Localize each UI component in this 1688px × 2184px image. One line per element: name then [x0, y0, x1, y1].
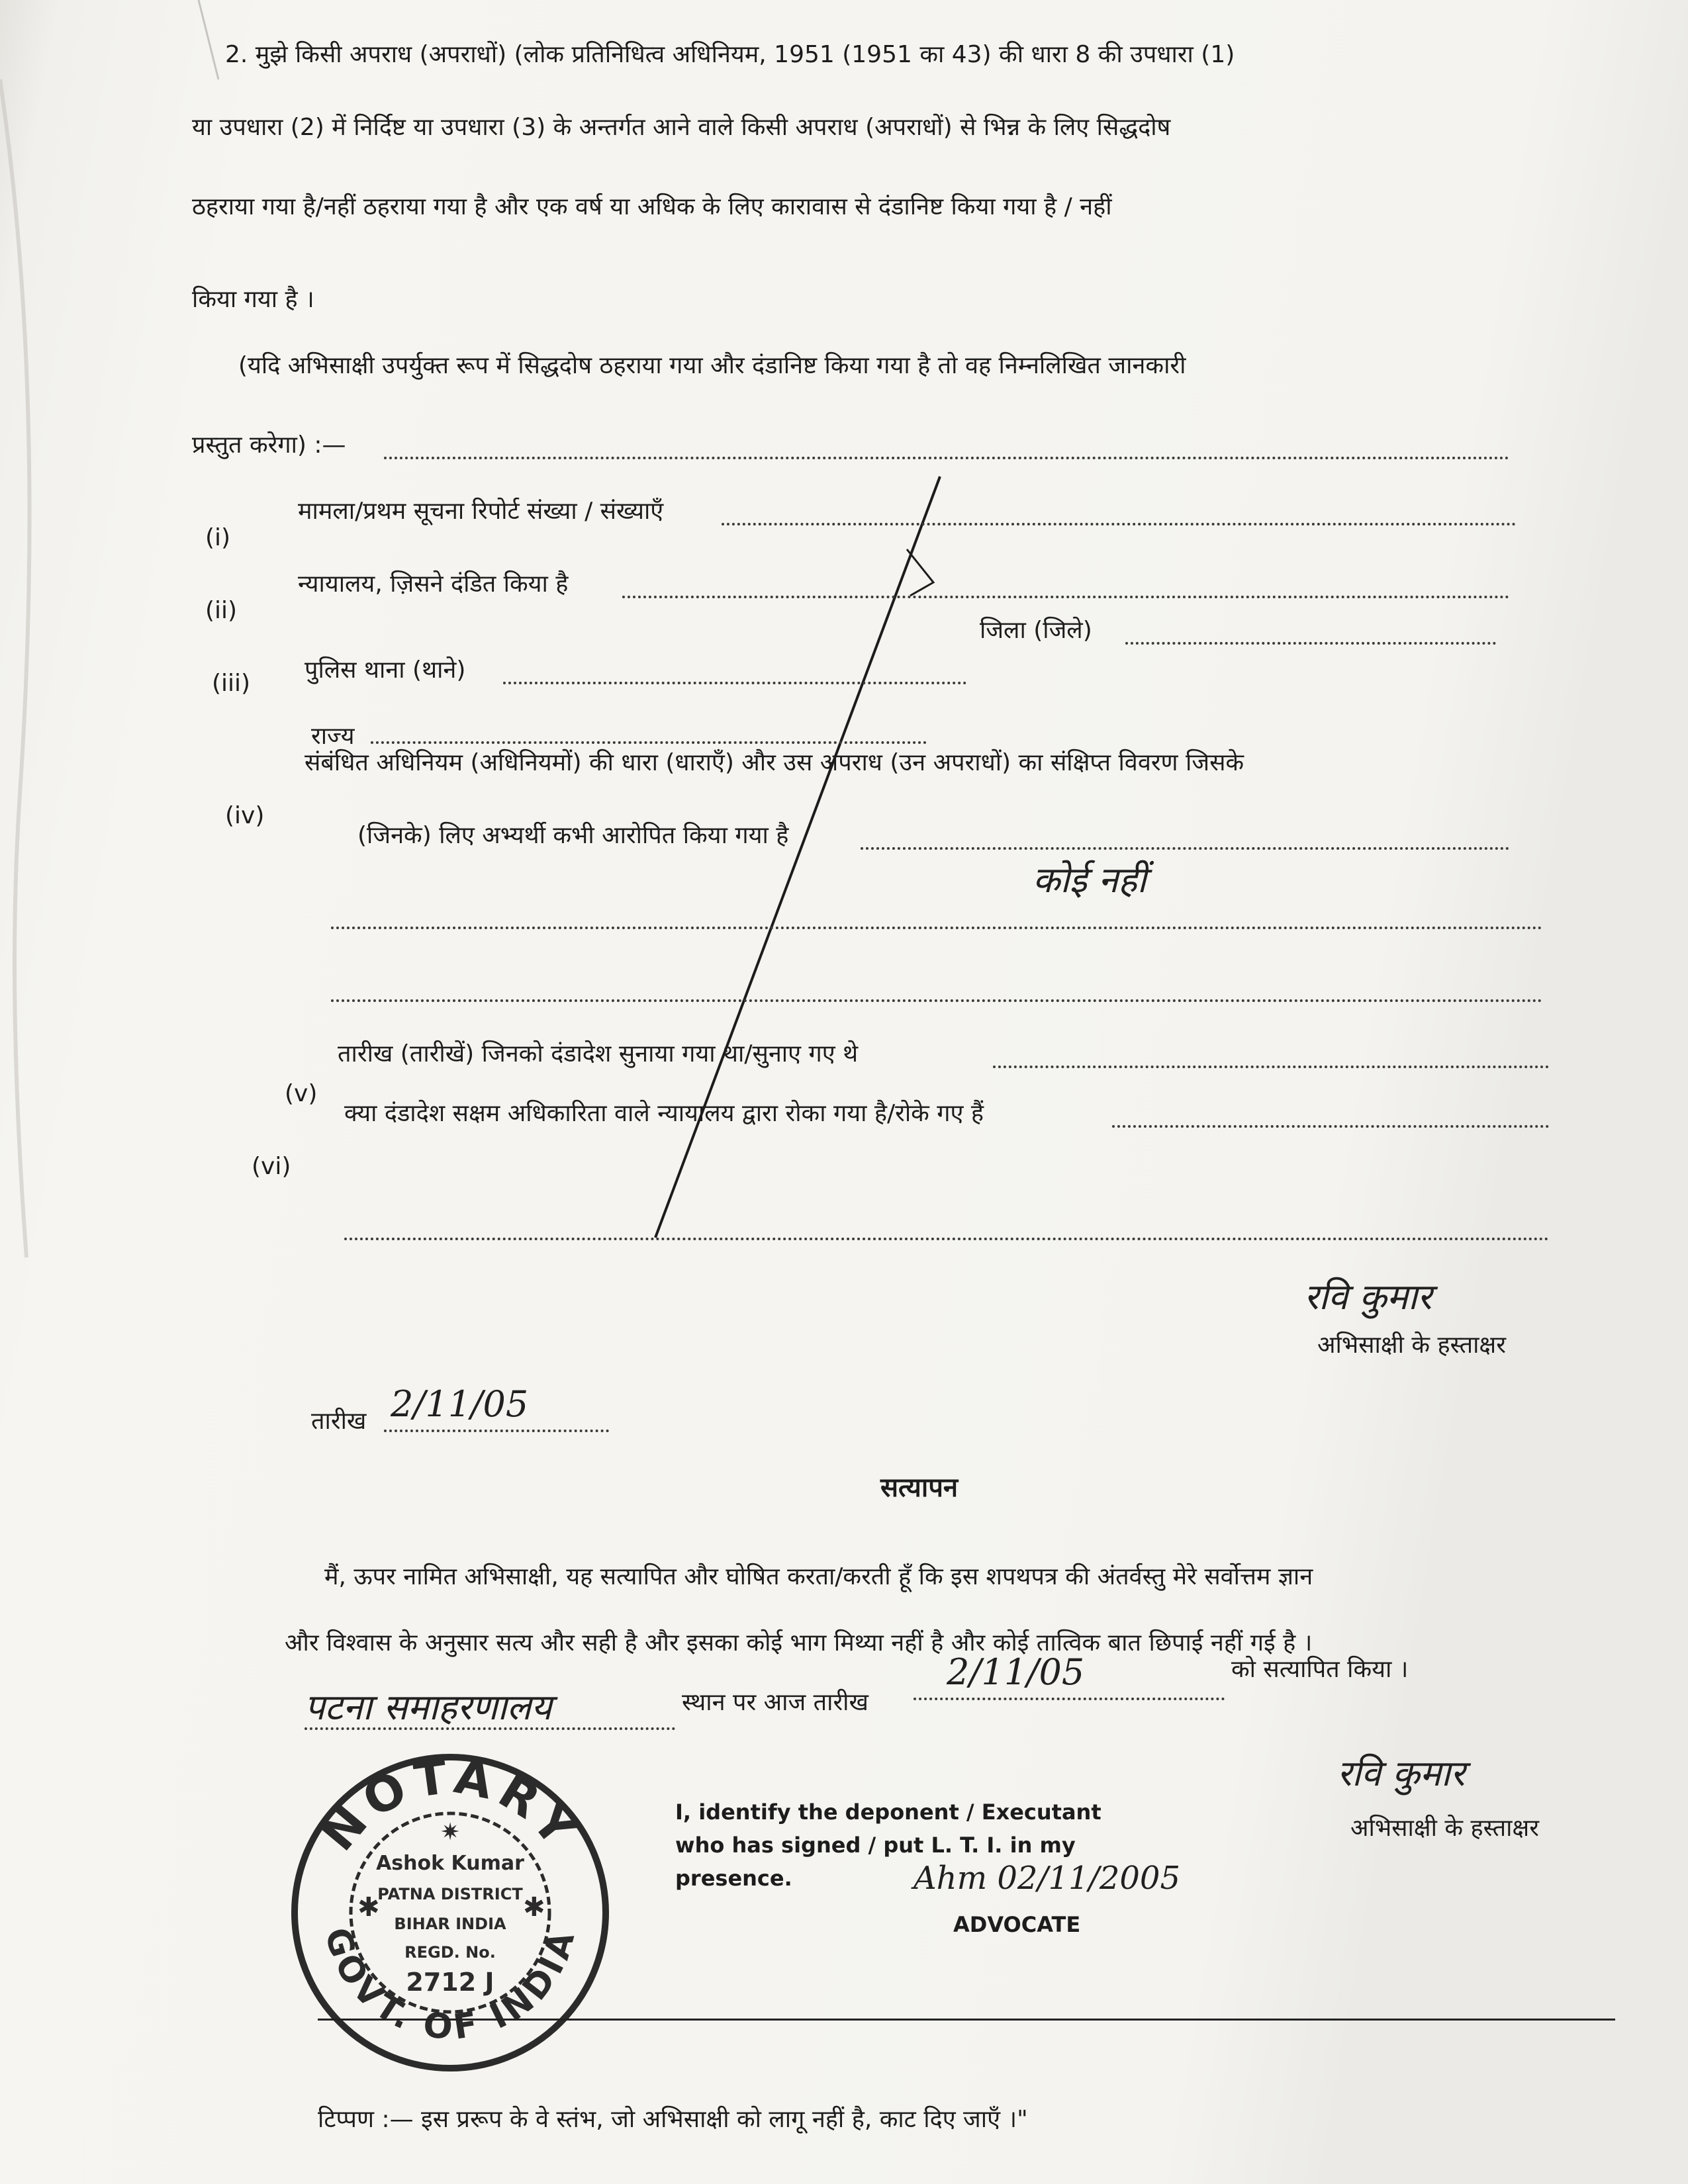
item-ii-number: (ii): [205, 597, 238, 624]
item-iii-fill: [503, 682, 966, 684]
state-label: राज्य: [311, 723, 355, 750]
handwritten-place: पटना समाहरणालय: [305, 1686, 552, 1728]
item-i-number: (i): [205, 524, 231, 551]
flower-icon: ✱: [357, 1892, 380, 1923]
stamp-state: BIHAR INDIA: [394, 1915, 506, 1933]
deponent-signature-1: रवि कुमार: [1304, 1276, 1432, 1318]
footer-rule: [318, 2019, 1615, 2021]
stamp-top-text: NOTARY: [310, 1748, 591, 1862]
footer-note: टिप्पण :— इस प्ररूप के वे स्तंभ, जो अभिसाक्षी को लागू नहीं है, काट दिए जाएँ ।": [318, 2106, 1028, 2133]
verified-suffix: को सत्यापित किया ।: [1231, 1656, 1409, 1683]
stamp-district: PATNA DISTRICT: [377, 1885, 523, 1903]
handwritten-date-1: 2/11/05: [391, 1383, 529, 1425]
para2-line5: (यदि अभिसाक्षी उपर्युक्त रूप में सिद्धदोष ठहराया गया और दंडानिष्ट किया गया है तो वह निम्नलिखित जानकारी: [238, 352, 1186, 379]
item-i-fill: [722, 523, 1516, 525]
item-vi-fill: [1112, 1125, 1549, 1128]
item-iv-number: (iv): [225, 802, 265, 829]
stamp-name: Ashok Kumar: [376, 1852, 524, 1875]
item-ii-label: न्यायालय, ज़िसने दंडित किया है: [298, 570, 569, 598]
item-v-number: (v): [285, 1080, 318, 1107]
para2-line1: 2. मुझे किसी अपराध (अपराधों) (लोक प्रतिनिधित्व अधिनियम, 1951 (1951 का 43) की धारा 8 की उपधारा (1): [225, 41, 1235, 68]
district-fill: [1125, 642, 1496, 645]
date2-fill: [914, 1698, 1225, 1700]
handwritten-date-2: 2/11/05: [947, 1651, 1085, 1693]
stamp-number: 2712 J: [406, 1968, 494, 1997]
advocate-label: ADVOCATE: [953, 1912, 1081, 1937]
identify-line2: who has signed / put L. T. I. in my: [675, 1833, 1076, 1858]
para2-line3: ठहराया गया है/नहीं ठहराया गया है और एक वर्ष या अधिक के लिए कारावास से दंडानिष्ट किया गया है / नहीं: [192, 193, 1112, 220]
item-ii-fill: [622, 596, 1509, 598]
fill-line: [384, 457, 1509, 459]
star-icon: ✷: [440, 1819, 461, 1846]
date-fill: [384, 1430, 609, 1432]
notary-stamp: [285, 1747, 616, 2078]
item-iv-line2: (जिनके) लिए अभ्यर्थी कभी आरोपित किया गया है: [357, 822, 789, 849]
district-label: जिला (जिले): [980, 617, 1092, 644]
identify-line3: presence.: [675, 1866, 792, 1891]
advocate-signature: Ahm 02/11/2005: [914, 1860, 1181, 1897]
flower-icon: ✱: [523, 1892, 545, 1923]
para2-line2: या उपधारा (2) में निर्दिष्ट या उपधारा (3) के अन्तर्गत आने वाले किसी अपराध (अपराधों) से भिन्न के लिए सिद्धदोष: [192, 114, 1171, 141]
identify-line1: I, identify the deponent / Executant: [675, 1799, 1102, 1825]
item-iii-number: (iii): [212, 670, 251, 697]
place-fill: [305, 1727, 675, 1730]
item-iii-label: पुलिस थाना (थाने): [305, 657, 466, 684]
date-label: तारीख: [311, 1408, 367, 1435]
item-iv-line1: संबंधित अधिनियम (अधिनियमों) की धारा (धाराएँ) और उस अपराध (उन अपराधों) का संक्षिप्त विवरण जिसके: [305, 749, 1244, 776]
item-iv-fill3: [331, 999, 1542, 1002]
verification-line2: और विश्वास के अनुसार सत्य और सही है और इसका कोई भाग मिथ्या नहीं है और कोई तात्विक बात छिपाई नहीं गई है ।: [285, 1629, 1313, 1657]
state-fill: [371, 741, 927, 744]
para2-line6: प्रस्तुत करेगा) :—: [192, 432, 346, 459]
verification-line1: मैं, ऊपर नामित अभिसाक्षी, यह सत्यापित और घोषित करता/करती हूँ कि इस शपथपत्र की अंतर्वस्तु मेरे सर्वोत्तम ज्ञान: [324, 1563, 1313, 1590]
place-suffix: स्थान पर आज तारीख: [682, 1689, 868, 1716]
item-vi-label: क्या दंडादेश सक्षम अधिकारिता वाले न्यायालय द्वारा रोका गया है/रोके गए हैं: [344, 1100, 984, 1127]
deponent-signature-2: रवि कुमार: [1337, 1752, 1466, 1794]
item-vi-number: (vi): [252, 1153, 291, 1180]
signature-label-2: अभिसाक्षी के हस्ताक्षर: [1350, 1815, 1539, 1842]
item-v-label: तारीख (तारीखें) जिनको दंडादेश सुनाया गया था/सुनाए गए थे: [338, 1040, 859, 1068]
item-i-label: मामला/प्रथम सूचना रिपोर्ट संख्या / संख्याएँ: [298, 498, 664, 525]
item-iv-fill2: [331, 927, 1542, 929]
item-iv-fill1: [861, 847, 1509, 850]
signature-label-1: अभिसाक्षी के हस्ताक्षर: [1317, 1332, 1506, 1359]
item-vi-fill2: [344, 1238, 1549, 1240]
item-v-fill: [993, 1066, 1549, 1068]
handwritten-none: कोई नहीं: [1033, 859, 1147, 901]
para2-line4: किया गया है ।: [192, 286, 314, 313]
verification-heading: सत्यापन: [880, 1473, 959, 1503]
stamp-bottom-text: GOVT. OF INDIA: [316, 1923, 584, 2048]
stamp-regd: REGD. No.: [404, 1943, 496, 1962]
